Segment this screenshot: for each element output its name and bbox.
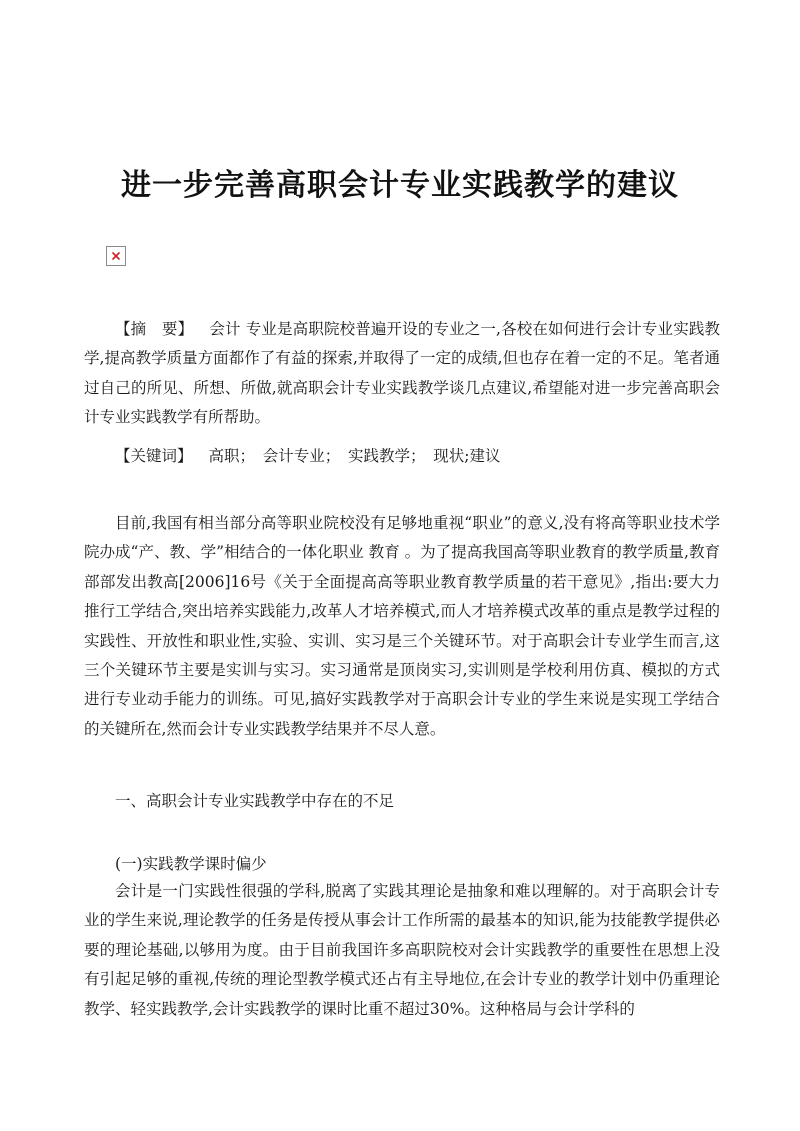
image-error-x-icon [111, 251, 121, 261]
document-title: 进一步完善高职会计专业实践教学的建议 [121, 168, 679, 203]
abstract-text: 会计 专业是高职院校普遍开设的专业之一,各校在如何进行会计专业实践教学,提高教学质量方面都作了有益的探索,并取得了一定的成绩,但也存在着一定的不足。笔者通过自己的所见、所想、所做,就高职会计专业实践教学谈几点建议,希望能对进一步完善高职会计专业实践教学有所帮助。 [84, 320, 720, 427]
broken-image-icon [106, 246, 126, 266]
keywords-label: 【关键词】 [115, 447, 193, 465]
body-paragraph: 会计是一门实践性很强的学科,脱离了实践其理论是抽象和难以理解的。对于高职会计专业的学生来说,理论教学的任务是传授从事会计工作所需的最基本的知识,能为技能教学提供必要的理论基础,以够用为度。由于目前我国许多高职院校对会计实践教学的重要性在思想上没有引起足够的重视,传统的理论型教学模式还占有主导地位,在会计专业的教学计划中仍重理论教学、轻实践教学,会计实践教学的课时比重不超过30%。这种格局与会计学科的 [84, 882, 720, 1018]
abstract-label: 【摘 要】 [115, 320, 194, 338]
subsection-heading: (一)实践教学课时偏少 [115, 855, 267, 873]
keywords-text: 高职； 会计专业； 实践教学； 现状;建议 [208, 447, 501, 465]
abstract-paragraph [84, 315, 720, 433]
intro-paragraph: 目前,我国有相当部分高等职业院校没有足够地重视“职业”的意义,没有将高等职业技术学院办成“产、教、学”相结合的一体化职业 教育 。为了提高我国高等职业教育的教学质量,教育部部发出教高[2006]16号《关于全面提高高等职业教育教学质量的若干意见》,指出:要大力推行工学结合,突出培养实践能力,改革人才培养模式,而人才培养模式改革的重点是教学过程的实践性、开放性和职业性,实验、实训、实习是三个关键环节。对于高职会计专业学生而言,这三个关键环节主要是实训与实习。实习通常是顶岗实习,实训则是学校利用仿真、模拟的方式进行专业动手能力的训练。可见,搞好实践教学对于高职会计专业的学生来说是实现工学结合的关键所在,然而会计专业实践教学结果并不尽人意。 [84, 514, 720, 738]
section-heading: 一、高职会计专业实践教学中存在的不足 [115, 792, 395, 810]
keywords-paragraph [84, 442, 720, 471]
